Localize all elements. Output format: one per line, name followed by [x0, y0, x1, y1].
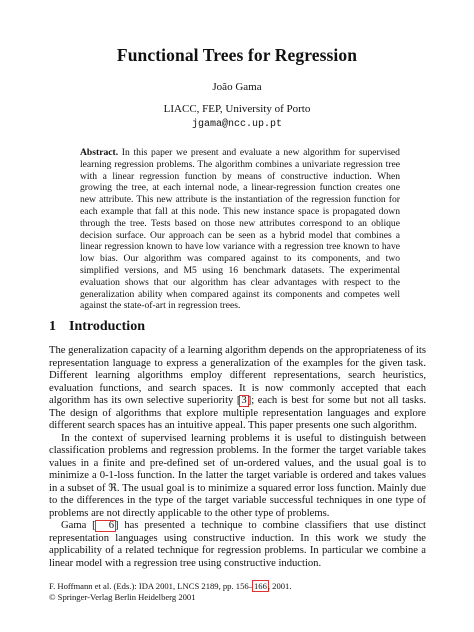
paragraph-1	[49, 345, 426, 433]
paragraph-2: In the context of supervised learning problems it is useful to distinguish between classification problems and regression problems. In the former the target variable takes values in a finite and pre-defined set of un-ordered values, and the usual goal is to minimize a 0-1-loss function. In the latter the target variable is ordered and takes values in a subset of ℜ. The usual goal is to minimize a squared error loss function. Mainly due to the differences in the type of the target variable successful techniques in one type of problems are not directly applicable to the other type of problems.	[49, 432, 426, 519]
citation-link-3[interactable]: 3	[241, 395, 247, 406]
paragraph-3-text-b: ] has presented a technique to combine classifiers that use distinct representation languages using constructive induction. In this work we study the applicability of a related technique for regression problems. In particular we combine a linear model with a regression tree using constructive induction.	[49, 520, 426, 569]
page-footer	[49, 581, 449, 603]
abstract-text: In this paper we present and evaluate a new algorithm for supervised learning regression problems. The algorithm combines a univariate regression tree with a linear regression function by means of constructive induction. When growing the tree, at each internal node, a linear-regression function creates one new attribute. This new attribute is the instantiation of the regression function for each example that fall at this node. This new instance space is propagated down through the tree. Tests based on those new attributes correspond to an oblique decision surface. Our approach can be seen as a hybrid model that combines a linear regression known to have low variance with a regression tree known to have low bias. Our algorithm was compared against to its components, and two simplified versions, and M5 using 16 benchmark datasets. The experimental evaluation shows that our algorithm has clear advantages with respect to the generalization ability when compared against its components and competes well against the state-of-art in regression trees.	[80, 147, 400, 312]
citation-link-6[interactable]: 6	[96, 521, 115, 531]
paragraph-1-text-b: ]; each is best for some but not all tasks. The design of algorithms that explore multiple representation languages and explore different search spaces has an intuitive appeal. This paper presents one such algorithm.	[49, 395, 426, 431]
copyright-line: © Springer-Verlag Berlin Heidelberg 2001	[49, 592, 196, 602]
author-name: João Gama	[212, 81, 262, 93]
author-affiliation: LIACC, FEP, University of Porto	[163, 103, 311, 115]
section-title: Introduction	[69, 319, 145, 334]
paper-title: Functional Trees for Regression	[116, 45, 358, 65]
section-body	[49, 345, 426, 570]
abstract	[80, 147, 400, 312]
publication-info	[49, 581, 449, 592]
paragraph-3-text-a: Gama [	[61, 520, 96, 531]
publication-info-text-a: F. Hoffmann et al. (Eds.): IDA 2001, LNCS 2189, pp. 156–	[49, 581, 253, 591]
paragraph-1-text-a: The generalization capacity of a learning algorithm depends on the appropriateness of its representation language to express a generalization of the examples for the given task. Different learning algorithms employ different representations, search heuristics, evaluation functions, and search spaces. It is now commonly accepted that each algorithm has its own selective superiority [	[49, 345, 426, 406]
section-heading	[49, 319, 145, 335]
publication-info-text-b: , 2001.	[267, 581, 292, 591]
author-email: jgama@ncc.up.pt	[191, 119, 282, 130]
abstract-label: Abstract.	[80, 147, 119, 158]
section-number: 1	[49, 319, 56, 334]
page-end-link[interactable]: 166	[253, 581, 267, 591]
paragraph-3	[49, 520, 426, 570]
